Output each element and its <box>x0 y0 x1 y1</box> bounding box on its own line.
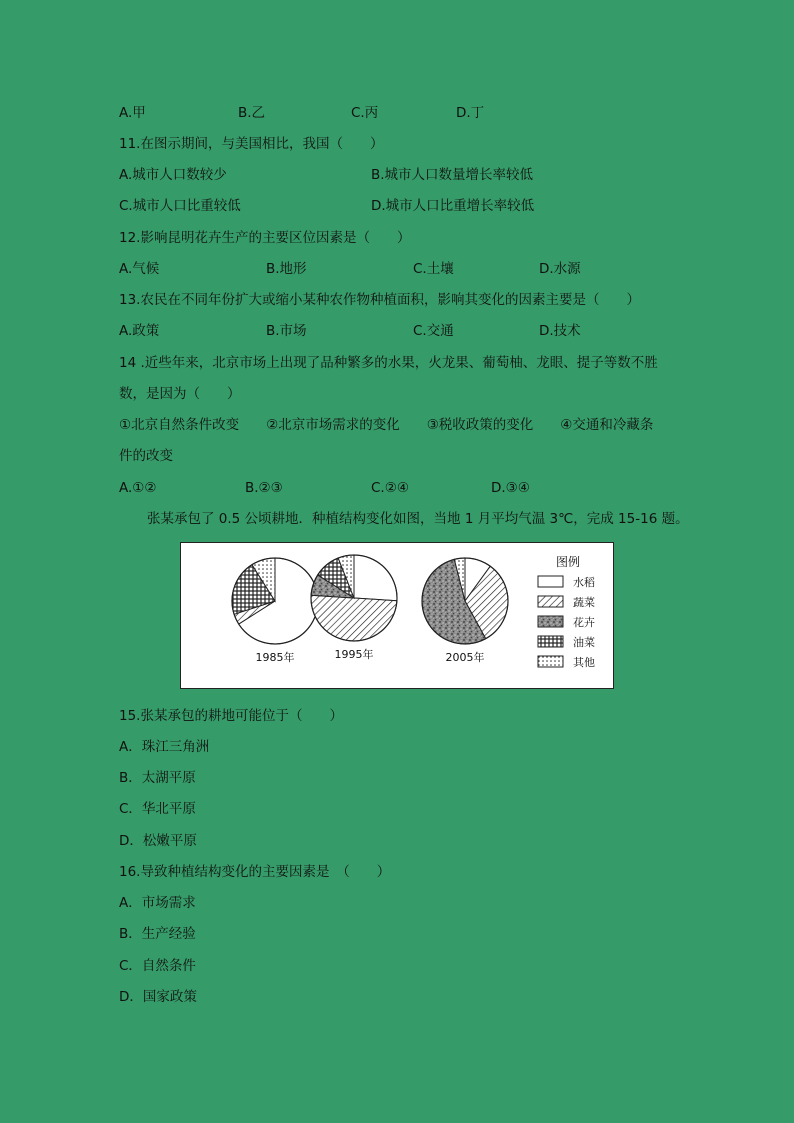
legend-swatch-flowers <box>538 616 563 627</box>
q14-option-c[interactable]: C.②④ <box>371 480 409 496</box>
q11-option-b[interactable]: B.城市人口数量增长率较低 <box>371 167 534 183</box>
q12-option-b[interactable]: B.地形 <box>266 261 307 277</box>
legend-swatch-rice <box>538 576 563 587</box>
q13-option-b[interactable]: B.市场 <box>266 323 307 339</box>
q15-stem: 15.张某承包的耕地可能位于（ ） <box>119 708 343 724</box>
legend-title: 图例 <box>556 555 581 569</box>
q14-option-d[interactable]: D.③④ <box>491 480 530 496</box>
legend-label-rapeseed: 油菜 <box>573 636 595 649</box>
q15-option-b[interactable]: B．太湖平原 <box>119 770 196 786</box>
legend-label-other: 其他 <box>573 656 595 669</box>
q14-stem-line1: 14 .近些年来，北京市场上出现了品种繁多的水果，火龙果、葡萄柚、龙眼、提子等数不胜 <box>119 355 658 371</box>
legend-label-vegetables: 蔬菜 <box>573 596 595 609</box>
q13-option-a[interactable]: A.政策 <box>119 323 160 339</box>
q16-option-b[interactable]: B．生产经验 <box>119 926 196 942</box>
q10-option-b[interactable]: B.乙 <box>238 105 266 121</box>
pie-1-year-label: 1995年 <box>334 648 374 661</box>
pie-0 <box>232 558 318 664</box>
q12-option-d[interactable]: D.水源 <box>539 261 581 277</box>
pie-1-slice-vegetables <box>311 595 397 641</box>
q11-stem: 11.在图示期间，与美国相比，我国（ ） <box>119 136 384 152</box>
pie-1-slice-rice <box>354 555 397 601</box>
pie-2-year-label: 2005年 <box>445 651 485 664</box>
q14-option-b[interactable]: B.②③ <box>245 480 283 496</box>
pie-charts-svg <box>181 543 613 688</box>
q14-statements-line1: ①北京自然条件改变 ②北京市场需求的变化 ③税收政策的变化 ④交通和冷藏条 <box>119 417 654 433</box>
q13-option-d[interactable]: D.技术 <box>539 323 581 339</box>
q15-option-d[interactable]: D．松嫩平原 <box>119 833 197 849</box>
q10-option-a[interactable]: A.甲 <box>119 105 146 121</box>
q16-option-a[interactable]: A．市场需求 <box>119 895 196 911</box>
q10-option-d[interactable]: D.丁 <box>456 105 485 121</box>
q15-option-a[interactable]: A．珠江三角洲 <box>119 739 210 755</box>
q11-option-d[interactable]: D.城市人口比重增长率较低 <box>371 198 535 214</box>
q14-statements-line2: 件的改变 <box>119 448 173 464</box>
q15-option-c[interactable]: C．华北平原 <box>119 801 196 817</box>
q12-option-c[interactable]: C.土壤 <box>413 261 454 277</box>
q12-option-a[interactable]: A.气候 <box>119 261 160 277</box>
q16-option-c[interactable]: C．自然条件 <box>119 958 196 974</box>
q14-option-a[interactable]: A.①② <box>119 480 157 496</box>
q14-stem-line2: 数，是因为（ ） <box>119 386 241 402</box>
q16-stem: 16.导致种植结构变化的主要因素是 （ ） <box>119 864 391 880</box>
legend-swatch-other <box>538 656 563 667</box>
q11-option-c[interactable]: C.城市人口比重较低 <box>119 198 241 214</box>
q11-option-a[interactable]: A.城市人口数较少 <box>119 167 227 183</box>
q13-stem: 13.农民在不同年份扩大或缩小某种农作物种植面积，影响其变化的因素主要是（ ） <box>119 292 640 308</box>
legend-swatch-rapeseed <box>538 636 563 647</box>
legend-label-flowers: 花卉 <box>573 616 595 629</box>
q12-stem: 12.影响昆明花卉生产的主要区位因素是（ ） <box>119 230 411 246</box>
passage-intro: 张某承包了 0.5 公顷耕地．种植结构变化如图，当地 1 月平均气温 3℃，完成 15-16 题。 <box>147 511 689 527</box>
planting-structure-figure <box>180 542 614 689</box>
pie-1 <box>311 555 397 661</box>
pie-0-year-label: 1985年 <box>255 651 295 664</box>
q13-option-c[interactable]: C.交通 <box>413 323 454 339</box>
legend-swatch-vegetables <box>538 596 563 607</box>
q10-option-c[interactable]: C.丙 <box>351 105 379 121</box>
pie-2 <box>422 558 508 664</box>
q16-option-d[interactable]: D．国家政策 <box>119 989 197 1005</box>
legend-label-rice: 水稻 <box>573 576 595 589</box>
